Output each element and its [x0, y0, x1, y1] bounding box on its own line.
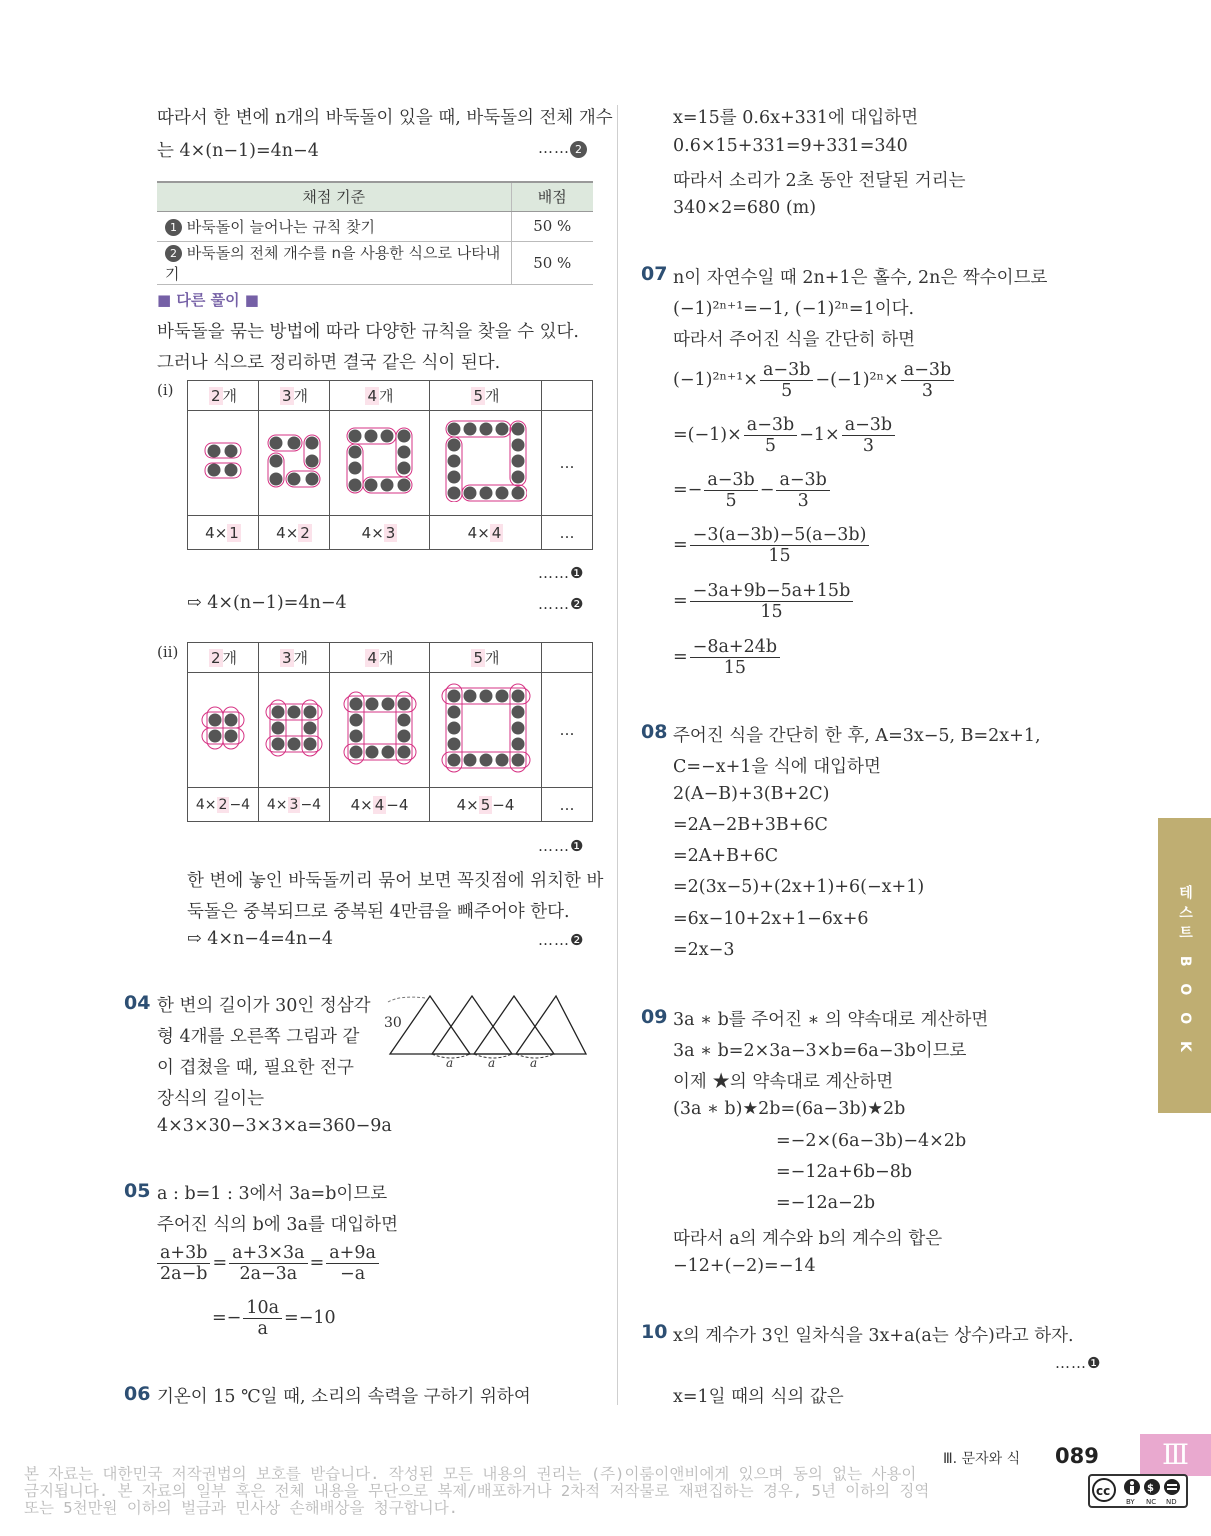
notice-line-3: 또는 5천만원 이하의 벌금과 민사상 손해배상을 청구합니다.	[24, 1499, 459, 1517]
p08-line-1: 주어진 식을 간단히 한 후, A=3x−5, B=2x+1,	[673, 726, 1041, 746]
pattern-head-empty	[542, 381, 593, 411]
case-2-result: ⇨ 4×n−4=4n−4	[187, 929, 333, 949]
p09-line-7: =−12a−2b	[776, 1193, 876, 1213]
pattern-formula: 4× 4 −4	[330, 788, 430, 822]
pattern-head: 5 개	[430, 381, 542, 411]
p08-line-6: =2(3x−5)+(2x+1)+6(−x+1)	[673, 877, 925, 897]
p04-line-3: 이 겹쳤을 때, 필요한 전구	[157, 1058, 354, 1078]
p07-step-1: (−1)²ⁿ⁺¹× $\frac{a-3b}{5}$ −(−1)²ⁿ× $\frac{a-3b}{3}$	[673, 360, 956, 401]
pattern-ellipsis: …	[542, 788, 593, 822]
p07-line-3: 따라서 주어진 식을 간단히 하면	[673, 330, 916, 350]
stone-figure-5b	[430, 673, 542, 788]
pattern-head: 3 개	[259, 381, 330, 411]
pattern-head: 5 개	[430, 643, 542, 673]
problem-09-number: 09	[641, 1006, 668, 1028]
figure-side-label: 30	[384, 1015, 402, 1031]
pattern-formula: 4× 2	[259, 516, 330, 550]
fraction: $\frac{a-3b}{5}$	[704, 470, 757, 511]
figure-a-label: a	[488, 1056, 496, 1070]
p08-line-2: C=−x+1을 식에 대입하면	[673, 757, 881, 777]
p10-line-1: x의 계수가 3인 일차식을 3x+a(a는 상수)라고 하자.	[673, 1326, 1074, 1346]
alt-line-2: 그러나 식으로 정리하면 결국 같은 식이 된다.	[157, 353, 501, 373]
pattern-head: 2 개	[188, 643, 259, 673]
p08-line-3: 2(A−B)+3(B+2C)	[673, 784, 830, 804]
pattern-head: 3 개	[259, 643, 330, 673]
p08-line-5: =2A+B+6C	[673, 846, 779, 866]
pattern-ellipsis: …	[542, 516, 593, 550]
stone-figure-3	[259, 411, 330, 516]
grading-row-2: 2 바둑돌의 전체 개수를 n을 사용한 식으로 나타내기	[157, 241, 511, 284]
cc-nd: ND	[1166, 1498, 1177, 1506]
p10-mark-1: ……❶	[1055, 1354, 1102, 1372]
p09-line-3: 이제 ★의 약속대로 계산하면	[673, 1072, 894, 1092]
pattern-head: 4 개	[330, 381, 430, 411]
p09-line-1: 3a ∗ b를 주어진 ∗ 의 약속대로 계산하면	[673, 1010, 989, 1030]
problem-10-number: 10	[641, 1321, 668, 1343]
p10-line-2: x=1일 때의 식의 값은	[673, 1387, 844, 1407]
p04-line-2: 형 4개를 오른쪽 그림과 같	[157, 1027, 360, 1047]
case-1-mark-1: ……❶	[538, 564, 585, 582]
p07-step-5: = $\frac{-3a+9b-5a+15b}{15}$	[673, 581, 855, 622]
side-tab-label: 테스트 B O O K	[1177, 884, 1193, 1058]
mark-dots: …… 2	[538, 139, 587, 158]
notice-line-2: 금지됩니다. 본 자료의 일부 혹은 전체 내용을 무단으로 복제/배포하거나 2차적 저작물로 재편집하는 경우, 5년 이하의 징역	[24, 1482, 930, 1500]
problem-08-number: 08	[641, 721, 668, 743]
p07-step-4: = $\frac{-3(a-3b)-5(a-3b)}{15}$	[673, 525, 871, 566]
cc-license-badge	[1088, 1474, 1188, 1508]
pattern-head: 4 개	[330, 643, 430, 673]
cc-icon	[1090, 1476, 1186, 1506]
stone-figure-2b	[188, 673, 259, 788]
mark-2-icon: 2	[165, 245, 182, 262]
pattern-formula: 4× 5 −4	[430, 788, 542, 822]
grading-row-1: 1 바둑돌이 늘어나는 규칙 찾기	[157, 211, 511, 241]
case-2-label: (ⅱ)	[157, 643, 179, 661]
column-divider	[617, 105, 618, 1405]
chapter-label: Ⅲ. 문자와 식	[943, 1451, 1021, 1467]
fraction: $\frac{-3(a-3b)-5(a-3b)}{15}$	[690, 525, 870, 566]
pattern-formula: 4× 4	[430, 516, 542, 550]
stone-figure-4	[330, 411, 430, 516]
grading-row-1-points: 50 %	[511, 211, 593, 241]
pattern-table-1	[187, 380, 593, 550]
cc-nc: NC	[1146, 1498, 1157, 1506]
mark-1-icon: 1	[165, 219, 182, 236]
mark-2-icon: 2	[570, 141, 587, 158]
pattern-ellipsis: …	[542, 673, 593, 788]
pattern-formula: 4× 3 −4	[259, 788, 330, 822]
grading-header-criteria: 채점 기준	[157, 182, 511, 211]
p09-line-6: =−12a+6b−8b	[776, 1162, 913, 1182]
p09-line-2: 3a ∗ b=2×3a−3×b=6a−3b이므로	[673, 1041, 967, 1061]
cc-by: BY	[1126, 1498, 1135, 1506]
p08-line-4: =2A−2B+3B+6C	[673, 815, 828, 835]
svg-text:$: $	[1147, 1483, 1154, 1494]
alt-solution-title: ■ 다른 풀이 ■	[157, 291, 259, 309]
p08-line-8: =2x−3	[673, 940, 735, 960]
fraction: $\frac{a-3b}{3}$	[776, 470, 829, 511]
problem-07-number: 07	[641, 263, 668, 285]
pattern-head: 2 개	[188, 381, 259, 411]
p04-line-5: 4×3×30−3×3×a=360−9a	[157, 1116, 392, 1136]
p07-step-2: =(−1)× $\frac{a-3b}{5}$ −1× $\frac{a-3b}{3}$	[673, 415, 897, 456]
triangles-figure	[380, 990, 590, 1070]
figure-a-label: a	[530, 1056, 538, 1070]
case-2-text-1: 한 변에 놓인 바둑돌끼리 묶어 보면 꼭짓점에 위치한 바	[187, 871, 604, 891]
chapter-tab: Ⅲ	[1140, 1434, 1211, 1476]
case-2-mark-2: ……❷	[538, 931, 585, 949]
right-line-1: x=15를 0.6x+331에 대입하면	[673, 108, 919, 128]
p05-fraction-line: $\frac{a+3b}{2a-b}$ = $\frac{a+3\times 3a}{2a-3a}$ = $\frac{a+9a}{-a}$	[155, 1243, 381, 1284]
case-1-label: (ⅰ)	[157, 381, 174, 399]
notice-line-1: 본 자료는 대한민국 저작권법의 보호를 받습니다. 작성된 모든 내용의 권리는 (주)이룸이앤비에게 있으며 동의 없는 사용이	[24, 1465, 917, 1483]
p04-line-1: 한 변의 길이가 30인 정삼각	[157, 996, 371, 1016]
case-1-mark-2: ……❷	[538, 595, 585, 613]
stone-figure-5	[430, 411, 542, 516]
case-2-mark-1: ……❶	[538, 837, 585, 855]
side-tab-test-book	[1158, 818, 1211, 1113]
alt-line-1: 바둑돌을 묶는 방법에 따라 다양한 규칙을 찾을 수 있다.	[157, 322, 579, 342]
fraction: $\frac{-3a+9b-5a+15b}{15}$	[690, 581, 854, 622]
p07-step-6: = $\frac{-8a+24b}{15}$	[673, 637, 782, 678]
fraction: $\frac{a+9a}{-a}$	[326, 1243, 379, 1284]
problem-04-number: 04	[124, 992, 151, 1014]
p05-result-line: =− $\frac{10a}{a}$ =−10	[212, 1298, 336, 1339]
problem-05-number: 05	[124, 1180, 151, 1202]
right-line-2: 0.6×15+331=9+331=340	[673, 136, 908, 156]
right-line-3: 따라서 소리가 2초 동안 전달된 거리는	[673, 171, 966, 191]
p07-step-3: =− $\frac{a-3b}{5}$ − $\frac{a-3b}{3}$	[673, 470, 832, 511]
stone-figure-4b	[330, 673, 430, 788]
pattern-formula: 4× 2 −4	[188, 788, 259, 822]
p05-line-1: a : b=1 : 3에서 3a=b이므로	[157, 1184, 388, 1204]
p09-line-4: (3a ∗ b)★2b=(6a−3b)★2b	[673, 1099, 906, 1119]
figure-a-label: a	[446, 1056, 454, 1070]
fraction: $\frac{a-3b}{3}$	[842, 415, 895, 456]
stone-figure-2	[188, 411, 259, 516]
intro-line-2: 는 4×(n−1)=4n−4	[157, 141, 319, 161]
p08-line-7: =6x−10+2x+1−6x+6	[673, 909, 869, 929]
problem-06-number: 06	[124, 1383, 151, 1405]
fraction: $\frac{-8a+24b}{15}$	[690, 637, 780, 678]
pattern-ellipsis: …	[542, 411, 593, 516]
copyright-notice	[24, 1466, 929, 1517]
p09-line-9: −12+(−2)=−14	[673, 1256, 816, 1276]
case-2-text-2: 둑돌은 중복되므로 중복된 4만큼을 빼주어야 한다.	[187, 902, 570, 922]
p06-line-1: 기온이 15 ℃일 때, 소리의 속력을 구하기 위하여	[157, 1387, 531, 1407]
right-line-4: 340×2=680 (m)	[673, 198, 817, 218]
p05-line-2: 주어진 식의 b에 3a를 대입하면	[157, 1215, 398, 1235]
fraction: $\frac{a-3b}{5}$	[744, 415, 797, 456]
p09-line-5: =−2×(6a−3b)−4×2b	[776, 1131, 967, 1151]
pattern-head-empty	[542, 643, 593, 673]
cc-text: cc	[1096, 1484, 1111, 1498]
p07-line-2: (−1)²ⁿ⁺¹=−1, (−1)²ⁿ=1이다.	[673, 299, 915, 319]
intro-line-1: 따라서 한 변에 n개의 바둑돌이 있을 때, 바둑돌의 전체 개수	[157, 108, 613, 128]
p07-line-1: n이 자연수일 때 2n+1은 홀수, 2n은 짝수이므로	[673, 268, 1048, 288]
fraction: $\frac{a-3b}{5}$	[760, 360, 813, 401]
grading-table	[157, 181, 593, 285]
p04-line-4: 장식의 길이는	[157, 1089, 264, 1109]
fraction: $\frac{10a}{a}$	[243, 1298, 282, 1339]
p09-line-8: 따라서 a의 계수와 b의 계수의 합은	[673, 1229, 943, 1249]
pattern-formula: 4× 3	[330, 516, 430, 550]
page-number: 089	[1055, 1444, 1099, 1468]
grading-header-points: 배점	[511, 182, 593, 211]
case-1-result: ⇨ 4×(n−1)=4n−4	[187, 593, 347, 613]
fraction: $\frac{a+3b}{2a-b}$	[157, 1243, 210, 1284]
pattern-table-2	[187, 642, 593, 822]
fraction: $\frac{a+3\times 3a}{2a-3a}$	[229, 1243, 307, 1284]
grading-row-2-points: 50 %	[511, 241, 593, 284]
fraction: $\frac{a-3b}{3}$	[901, 360, 954, 401]
stone-figure-3b	[259, 673, 330, 788]
pattern-formula: 4× 1	[188, 516, 259, 550]
